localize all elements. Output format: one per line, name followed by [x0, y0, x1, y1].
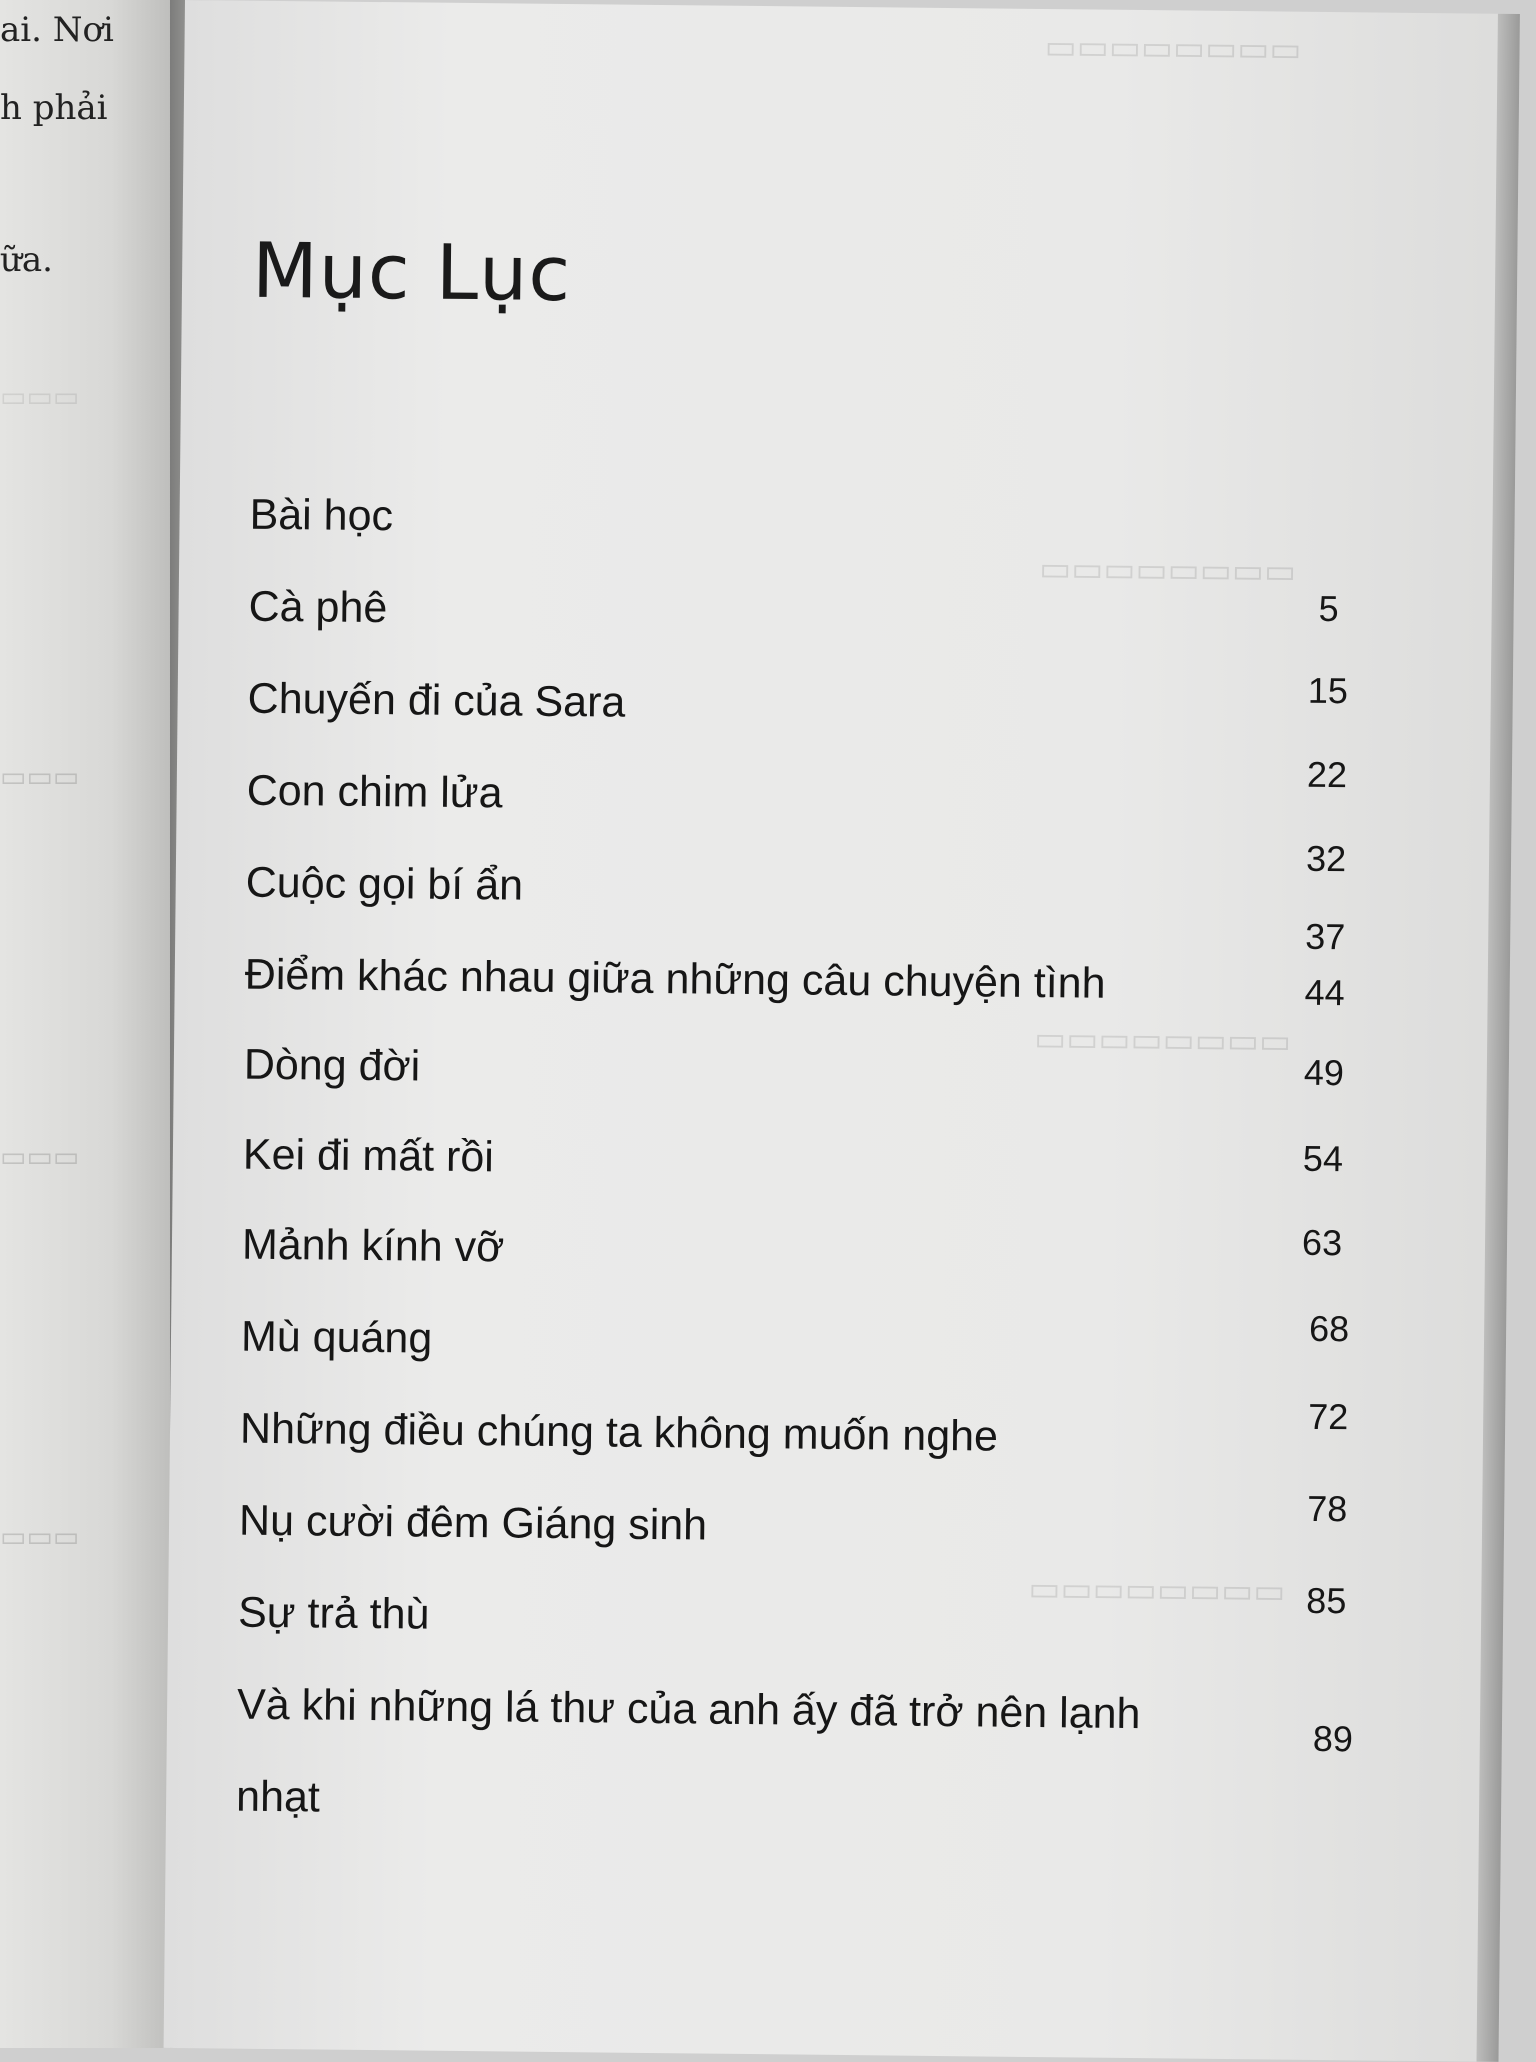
toc-entry-page: 68 [1308, 1307, 1350, 1350]
toc-entry-page: 15 [1307, 669, 1349, 712]
left-page [0, 0, 185, 2048]
toc-entry-page: 85 [1306, 1579, 1347, 1622]
toc-entry-title: Con chim lửa [246, 766, 503, 818]
toc-entry-title: Điểm khác nhau giữa những câu chuyện tình [244, 950, 1106, 1008]
toc-entry-title: Nụ cười đêm Giáng sinh [238, 1496, 708, 1550]
toc-entry-title: Sự trả thù [237, 1588, 430, 1639]
left-page-bleed-decoration: ▭▭▭ [0, 380, 80, 413]
toc-entry-page: 72 [1308, 1395, 1349, 1438]
page-title: Mục Lục [251, 225, 572, 319]
left-page-bleed-decoration: ▭▭▭ [0, 1140, 80, 1173]
left-page-fragment: h phải [0, 88, 108, 128]
toc-entry-page: 32 [1305, 837, 1347, 880]
toc-entry-page: 63 [1301, 1221, 1343, 1264]
toc-entry-title: Cuộc gọi bí ẩn [245, 858, 524, 910]
toc-entry-page: 78 [1307, 1487, 1348, 1530]
bleed-through-decoration: ▭▭▭▭▭▭▭▭ [1044, 27, 1302, 70]
toc-entry-title: Mù quáng [240, 1312, 433, 1363]
bleed-through-decoration: ▭▭▭▭▭▭▭▭ [1033, 1018, 1292, 1062]
toc-entry-page: 37 [1305, 915, 1346, 958]
toc-entry-title: Và khi những lá thư của anh ấy đã trở nên lạnh nhạt [235, 1680, 1141, 1822]
right-page [164, 0, 1520, 2062]
toc-entry-title: Dòng đời [243, 1040, 421, 1091]
toc-entry-page: 44 [1304, 971, 1345, 1014]
toc-entry-page: 49 [1303, 1051, 1345, 1094]
toc-entry-title: Chuyến đi của Sara [247, 674, 626, 727]
toc-entry-page: 89 [1312, 1717, 1354, 1760]
bleed-through-decoration: ▭▭▭▭▭▭▭▭ [1038, 548, 1297, 592]
toc-entry-title: Cà phê [248, 582, 388, 633]
toc-entry-title: Những điều chúng ta không muốn nghe [239, 1404, 999, 1461]
bleed-through-decoration: ▭▭▭▭▭▭▭▭ [1028, 1568, 1286, 1612]
toc-entry-title: Kei đi mất rồi [242, 1130, 495, 1182]
left-page-fragment: ai. Nơi [0, 10, 114, 50]
toc-entry-title: Mảnh kính vỡ [241, 1220, 505, 1272]
toc-entry-title: Bài học [249, 490, 394, 541]
left-page-fragment: ữa. [0, 240, 53, 280]
left-page-bleed-decoration: ▭▭▭ [0, 760, 80, 793]
left-page-bleed-decoration: ▭▭▭ [0, 1520, 80, 1553]
toc-entry-page: 22 [1306, 753, 1348, 796]
toc-entry-page: 5 [1318, 587, 1339, 630]
toc-list [235, 490, 1420, 1822]
page-edge [1476, 14, 1519, 2062]
toc-entry-page: 54 [1302, 1137, 1344, 1180]
